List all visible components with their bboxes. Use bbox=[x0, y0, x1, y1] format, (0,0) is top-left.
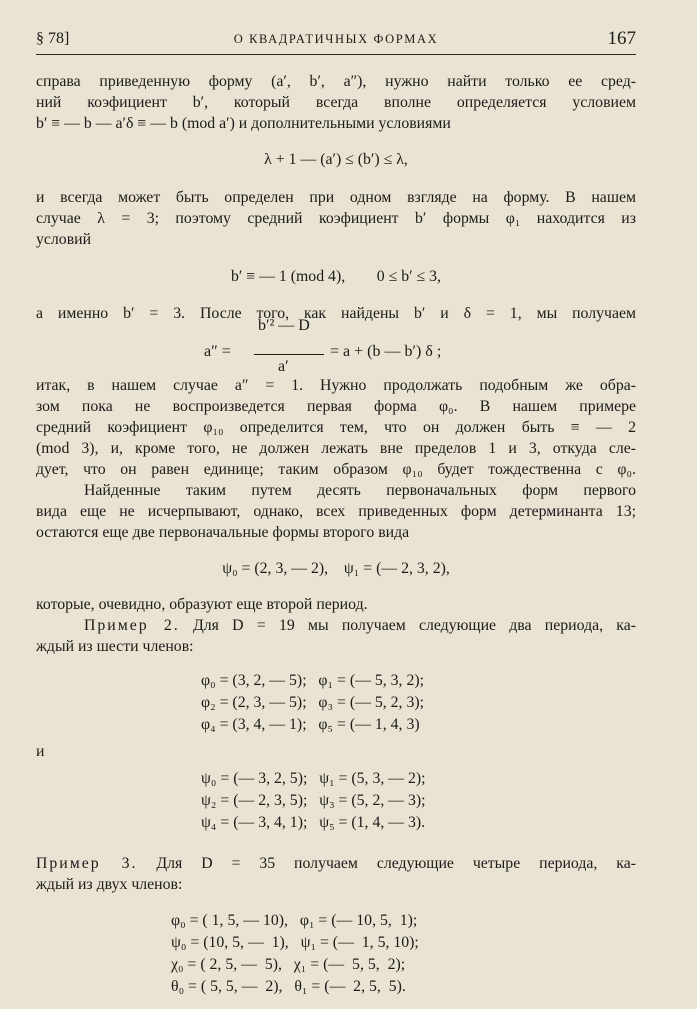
example-2-phi-row: φ₂ = (2, 3, — 5); φ₃ = (— 5, 2, 3); bbox=[201, 694, 425, 711]
example-2-label: Пример 2. bbox=[84, 617, 180, 634]
equation-rhs: = a + (b — b′) δ ; bbox=[330, 343, 442, 360]
text-line: вида еще не исчерпывают, однако, всех приведенных форм детерминанта 13; bbox=[36, 503, 636, 520]
fraction-denominator: a′ bbox=[278, 358, 289, 375]
equation-lhs: a″ = bbox=[204, 343, 231, 360]
text-line: b′ ≡ — b — a′δ ≡ — b (mod a′) и дополнительными условиями bbox=[36, 115, 451, 132]
fraction-numerator: b′² — D bbox=[258, 317, 310, 334]
equation-congruence: b′ ≡ — 1 (mod 4), 0 ≤ b′ ≤ 3, bbox=[231, 268, 441, 285]
example-3-row: θ₀ = ( 5, 5, — 2), θ₁ = (— 2, 5, 5). bbox=[171, 978, 406, 995]
example-2-text: Для D = 19 мы получаем следующие два периода, ка- bbox=[179, 617, 637, 634]
text-line: остаются еще две первоначальные формы второго вида bbox=[36, 524, 410, 541]
text-line: а именно b′ = 3. После того, как найдены b′ и δ = 1, мы получаем bbox=[36, 305, 636, 322]
example-3-heading-line bbox=[36, 854, 636, 874]
example-2-phi-row: φ₀ = (3, 2, — 5); φ₁ = (— 5, 3, 2); bbox=[201, 672, 425, 689]
example-3-row: φ₀ = ( 1, 5, — 10), φ₁ = (— 10, 5, 1); bbox=[171, 912, 418, 929]
text-line: дует, что он равен единице; таким образом φ₁₀ будет тождественна с φ₀. bbox=[36, 461, 636, 478]
fraction-bar bbox=[254, 354, 324, 355]
text-line: случае λ = 3; поэтому средний коэфициент b′ формы φ₁ находится из bbox=[36, 210, 636, 227]
text-line: зом пока не воспроизведется первая форма φ₀. В нашем примере bbox=[36, 398, 636, 415]
text-line: условий bbox=[36, 231, 92, 248]
text-line: итак, в нашем случае a″ = 1. Нужно продолжать подобным же обра- bbox=[36, 377, 636, 394]
section-number: § 78] bbox=[36, 30, 70, 47]
text-line: ждый из шести членов: bbox=[36, 638, 194, 655]
text-line: которые, очевидно, образуют еще второй период. bbox=[36, 596, 368, 613]
text-line: справа приведенную форму (a′, b′, a″), нужно найти только ее сред- bbox=[36, 73, 636, 90]
text-line: Найденные таким путем десять первоначальных форм первого bbox=[84, 482, 636, 499]
example-3-row: ψ₀ = (10, 5, — 1), ψ₁ = (— 1, 5, 10); bbox=[171, 934, 419, 951]
text-line: (mod 3), и, кроме того, не должен лежать вне пределов 1 и 3, откуда сле- bbox=[36, 440, 636, 457]
header-rule bbox=[36, 54, 636, 55]
example-3-row: χ₀ = ( 2, 5, — 5), χ₁ = (— 5, 5, 2); bbox=[171, 956, 406, 973]
text-line: ждый из двух членов: bbox=[36, 876, 183, 893]
example-2-psi-row: ψ₂ = (— 2, 3, 5); ψ₃ = (5, 2, — 3); bbox=[201, 792, 426, 809]
equation-second-kind-forms: ψ₀ = (2, 3, — 2), ψ₁ = (— 2, 3, 2), bbox=[222, 560, 450, 577]
text-line: средний коэфициент φ₁₀ определится тем, что он должен быть ≡ — 2 bbox=[36, 419, 636, 436]
example-2-psi-row: ψ₀ = (— 3, 2, 5); ψ₁ = (5, 3, — 2); bbox=[201, 770, 426, 787]
text-line: и всегда может быть определен при одном взгляде на форму. В нашем bbox=[36, 189, 636, 206]
equation-inequality: λ + 1 — (a′) ≤ (b′) ≤ λ, bbox=[264, 151, 408, 168]
example-2-heading-line bbox=[36, 616, 636, 636]
example-3-text: Для D = 35 получаем следующие четыре периода, ка- bbox=[137, 855, 636, 872]
example-3-label: Пример 3. bbox=[36, 855, 138, 872]
example-2-phi-row: φ₄ = (3, 4, — 1); φ₅ = (— 1, 4, 3) bbox=[201, 716, 420, 733]
running-title: О КВАДРАТИЧНЫХ ФОРМАХ bbox=[233, 32, 439, 46]
running-header bbox=[36, 30, 636, 54]
example-2-psi-row: ψ₄ = (— 3, 4, 1); ψ₅ = (1, 4, — 3). bbox=[201, 814, 426, 831]
conjunction-and: и bbox=[36, 743, 45, 760]
page-number: 167 bbox=[607, 28, 636, 49]
text-line: ний коэфициент b′, который всегда вполне определяется условием bbox=[36, 94, 636, 111]
